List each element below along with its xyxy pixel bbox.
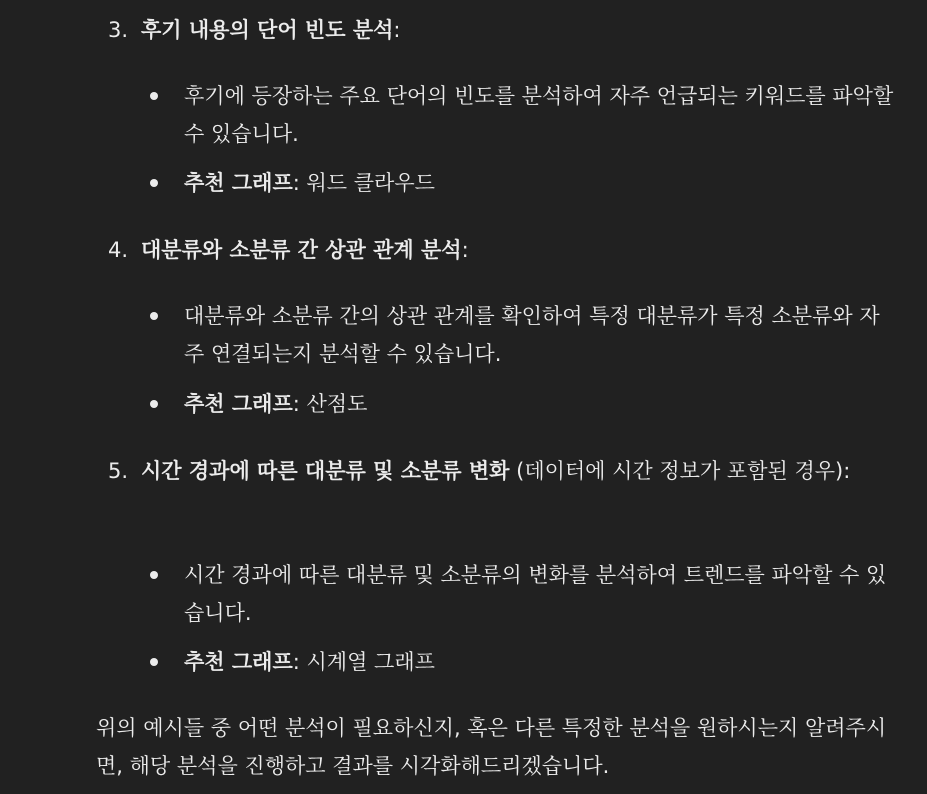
heading-suffix: (데이터에 시간 정보가 포함된 경우):: [509, 459, 851, 483]
bullet-text: 대분류와 소분류 간의 상관 관계를 확인하여 특정 대분류가 특정 소분류와 자주 연결되는지 분석할 수 있습니다.: [184, 304, 880, 366]
bullet-dot-icon: [150, 400, 158, 408]
list-item-4-heading: [108, 231, 898, 269]
bullet-item-recommendation: [150, 643, 895, 681]
heading-bold-text: 대분류와 소분류 간 상관 관계 분석: [141, 238, 462, 262]
bullet-text: [184, 385, 895, 423]
bullet-text: 후기에 등장하는 주요 단어의 빈도를 분석하여 자주 언급되는 키워드를 파악할 수 있습니다.: [184, 84, 894, 146]
bullet-dot-icon: [150, 92, 158, 100]
bullet-item: [150, 297, 895, 373]
bullet-item: [150, 77, 895, 153]
list-item-3-heading: [108, 11, 898, 49]
heading-suffix: :: [393, 18, 401, 42]
heading-bold-text: 후기 내용의 단어 빈도 분석: [141, 18, 394, 42]
heading-text: [141, 11, 898, 49]
recommendation-label: 추천 그래프: [184, 650, 293, 674]
bullet-dot-icon: [150, 179, 158, 187]
list-number: 5.: [108, 459, 129, 483]
list-number: 3.: [108, 18, 129, 42]
closing-paragraph: 위의 예시들 중 어떤 분석이 필요하신지, 혹은 다른 특정한 분석을 원하시는지 알려주시면, 해당 분석을 진행하고 결과를 시각화해드리겠습니다.: [96, 716, 887, 778]
bullet-dot-icon: [150, 571, 158, 579]
recommendation-label: 추천 그래프: [184, 392, 293, 416]
recommendation-value: : 시계열 그래프: [292, 650, 435, 674]
bullet-item-recommendation: [150, 385, 895, 423]
heading-bold-text: 시간 경과에 따른 대분류 및 소분류 변화: [141, 459, 510, 483]
heading-text: [141, 452, 898, 490]
recommendation-label: 추천 그래프: [184, 171, 293, 195]
list-number: 4.: [108, 238, 129, 262]
bullet-item-recommendation: [150, 164, 895, 202]
bullet-text: [184, 643, 895, 681]
bullet-dot-icon: [150, 312, 158, 320]
bullet-text: [184, 164, 895, 202]
recommendation-value: : 워드 클라우드: [292, 171, 435, 195]
recommendation-value: : 산점도: [292, 392, 368, 416]
list-item-5-heading: [108, 452, 898, 490]
bullet-dot-icon: [150, 658, 158, 666]
bullet-text: 시간 경과에 따른 대분류 및 소분류의 변화를 분석하여 트렌드를 파악할 수 있습니다.: [184, 563, 887, 625]
heading-suffix: :: [461, 238, 469, 262]
heading-text: [141, 231, 898, 269]
bullet-item: [150, 556, 895, 632]
